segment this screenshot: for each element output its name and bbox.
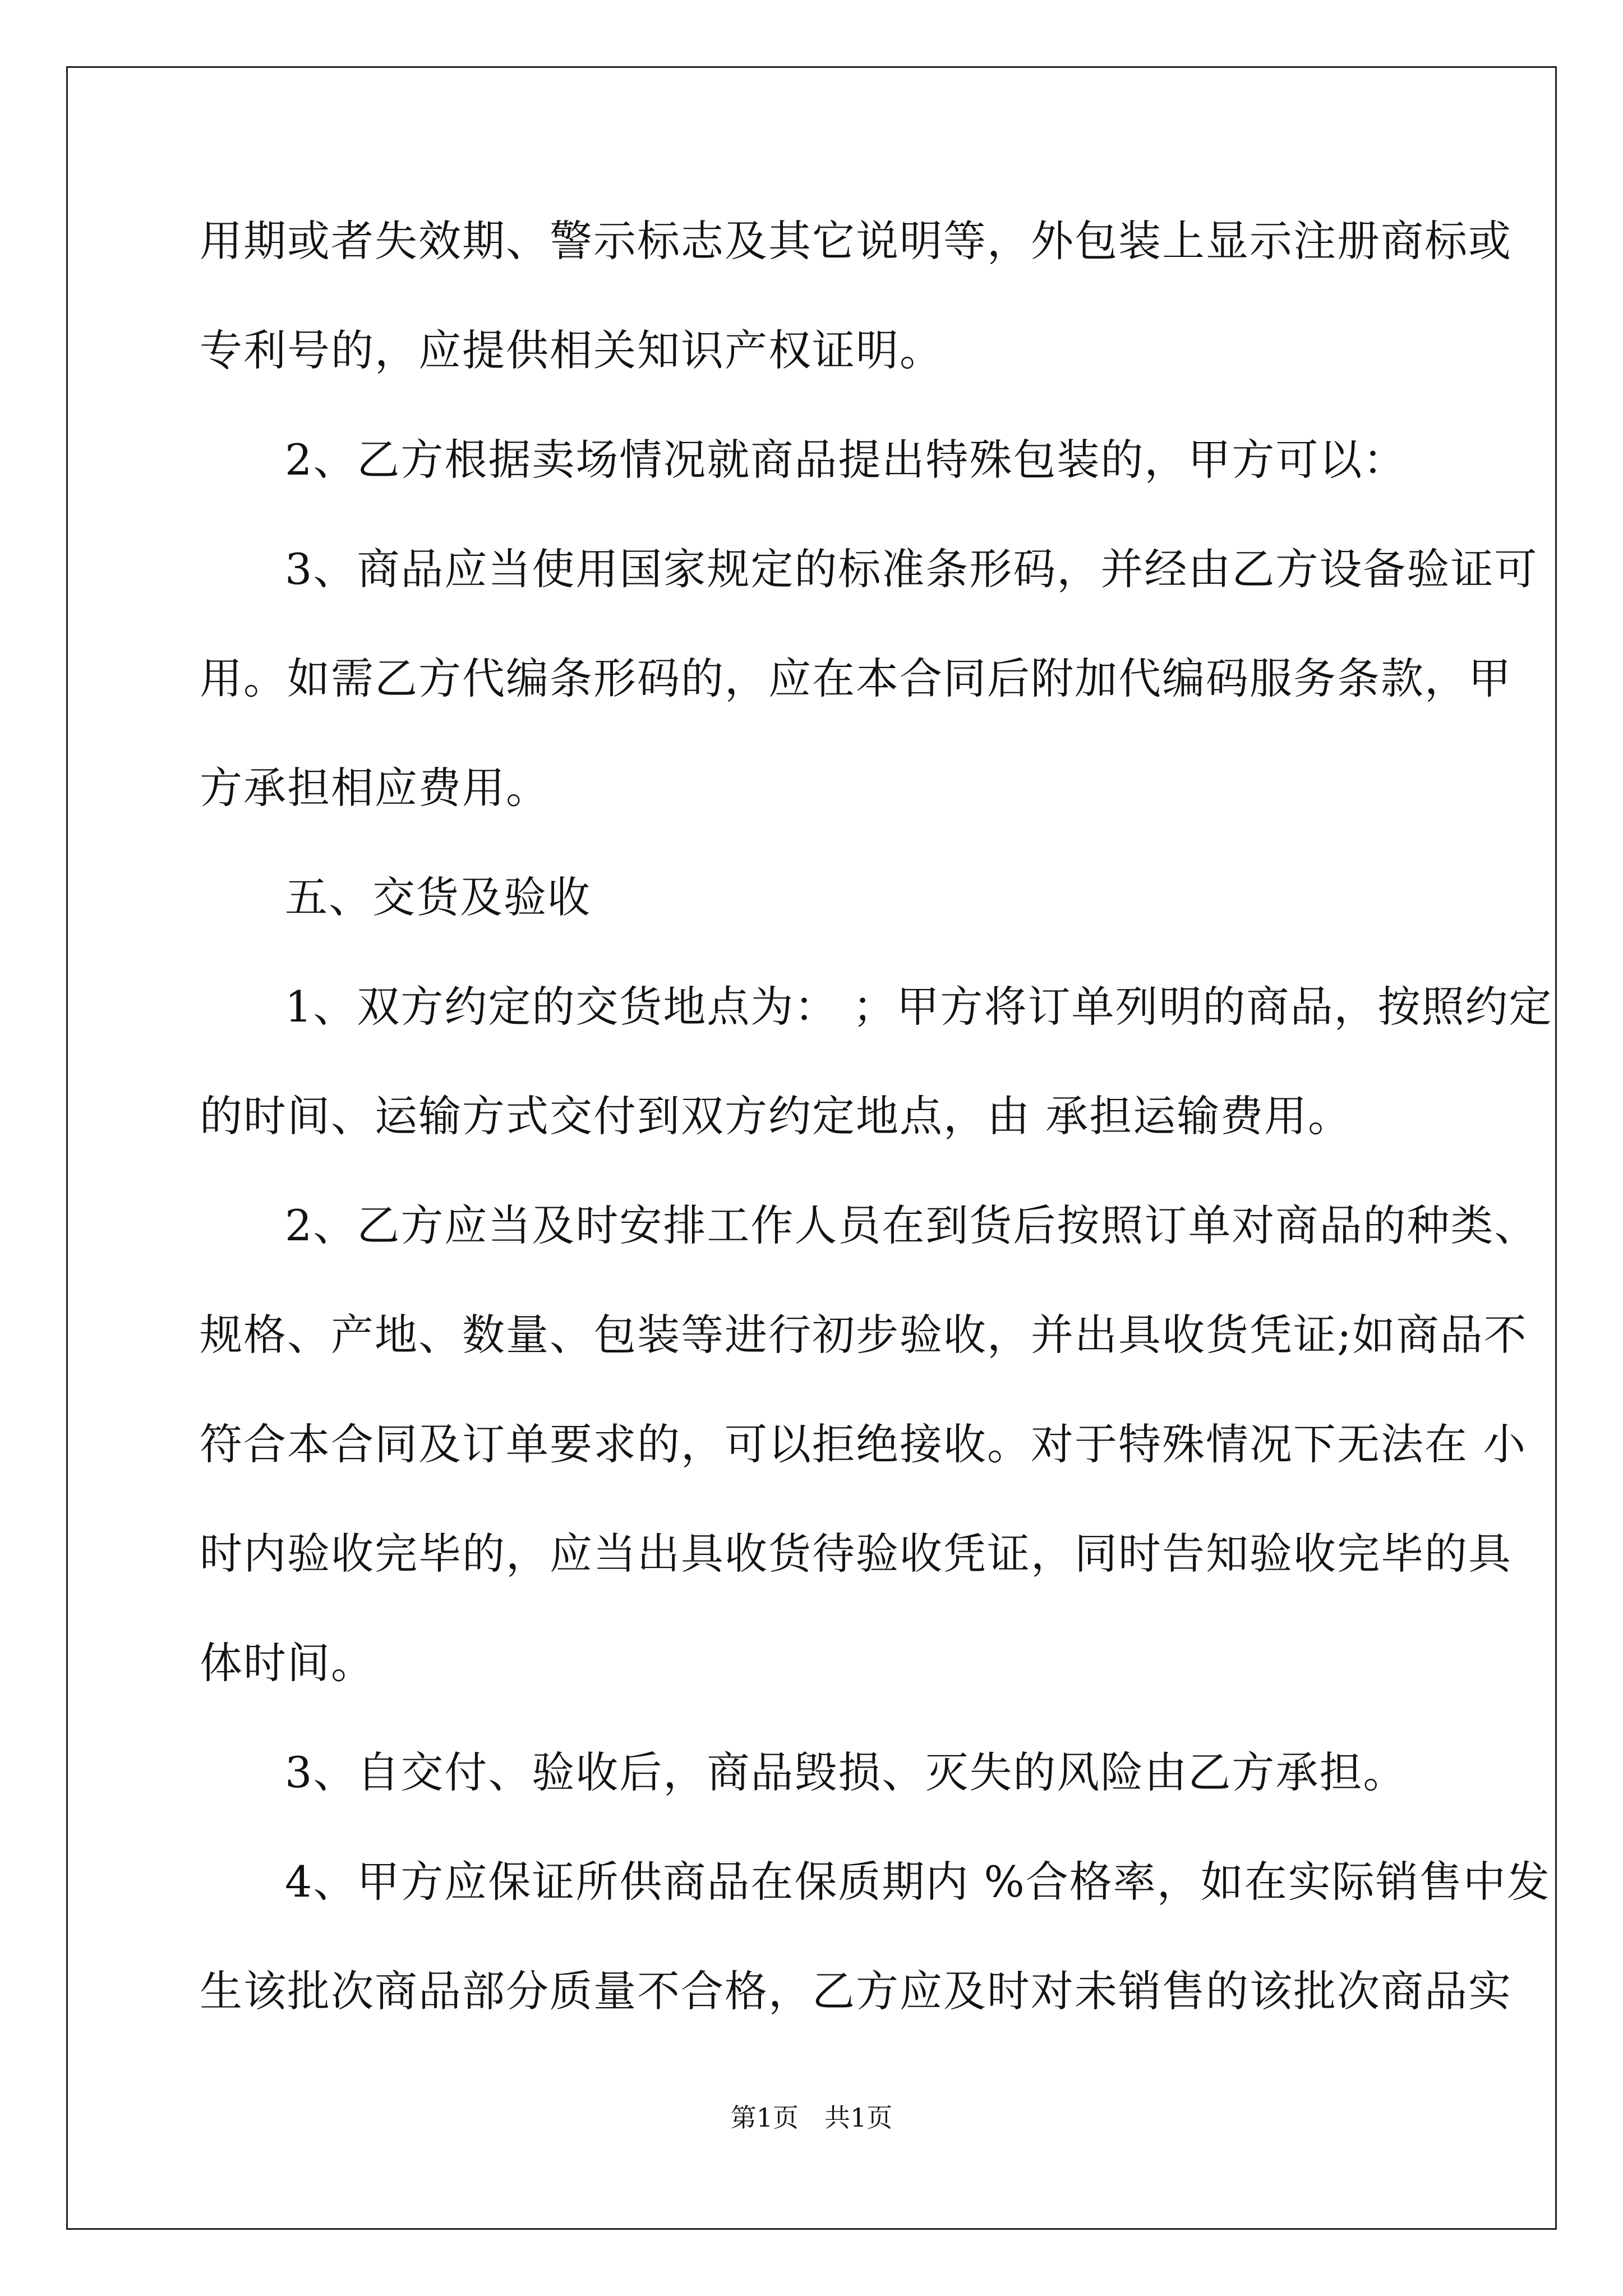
text-line: 专利号的，应提供相关知识产权证明。	[200, 325, 943, 375]
text-line: 用。如需乙方代编条形码的，应在本合同后附加代编码服务条款，甲	[200, 654, 1512, 703]
text-line: 1、双方约定的交货地点为： ；甲方将订单列明的商品，按照约定	[285, 982, 1553, 1032]
text-line: 体时间。	[200, 1638, 375, 1688]
text-line: 方承担相应费用。	[200, 763, 550, 813]
text-line: 用期或者失效期、警示标志及其它说明等，外包装上显示注册商标或	[200, 216, 1512, 266]
text-line: 时内验收完毕的，应当出具收货待验收凭证，同时告知验收完毕的具	[200, 1529, 1512, 1579]
text-line: 3、自交付、验收后，商品毁损、灭失的风险由乙方承担。	[285, 1747, 1407, 1797]
text-line: 4、甲方应保证所供商品在保质期内 %合格率，如在实际销售中发	[285, 1857, 1551, 1907]
text-line: 规格、产地、数量、包装等进行初步验收，并出具收货凭证;如商品不	[200, 1310, 1528, 1360]
text-line: 的时间、运输方式交付到双方约定地点，由 承担运输费用。	[200, 1091, 1352, 1141]
text-line: 2、乙方应当及时安排工作人员在到货后按照订单对商品的种类、	[285, 1200, 1538, 1250]
text-line: 3、商品应当使用国家规定的标准条形码，并经由乙方设备验证可	[285, 544, 1538, 594]
text-line: 2、乙方根据卖场情况就商品提出特殊包装的，甲方可以：	[285, 435, 1407, 485]
text-line: 符合本合同及订单要求的，可以拒绝接收。对于特殊情况下无法在 小	[200, 1419, 1527, 1469]
page-number-footer: 第1页 共1页	[730, 2102, 893, 2133]
section-heading: 五、交货及验收	[285, 872, 591, 922]
text-line: 生该批次商品部分质量不合格，乙方应及时对未销售的该批次商品实	[200, 1966, 1512, 2016]
